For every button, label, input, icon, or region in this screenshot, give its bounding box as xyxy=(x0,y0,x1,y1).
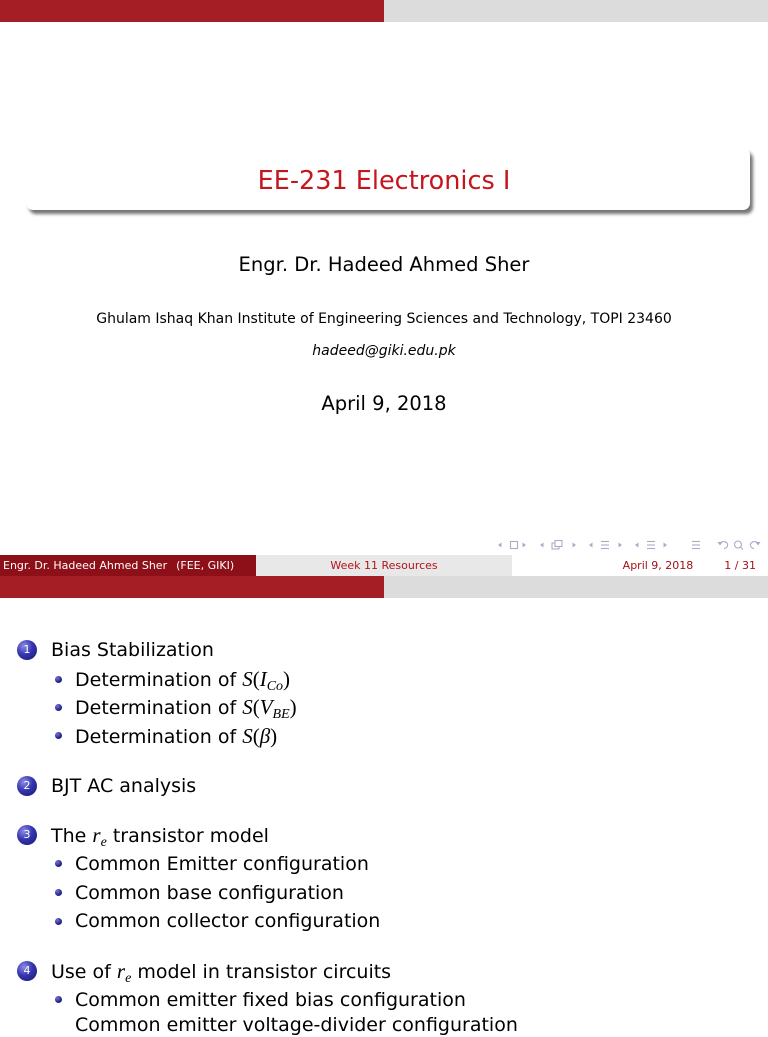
outline-slide xyxy=(0,576,768,1036)
math-function: S xyxy=(242,695,253,719)
arrow-right-icon[interactable] xyxy=(523,543,527,548)
math-variable: V xyxy=(259,695,273,719)
arrow-left-icon[interactable] xyxy=(540,543,544,548)
math-paren: ( xyxy=(252,667,260,691)
outline-number-ball: 2 xyxy=(17,776,37,796)
outline-subitem-s-beta[interactable] xyxy=(75,724,277,749)
document-icon[interactable] xyxy=(692,542,700,549)
frame-icon[interactable] xyxy=(511,542,518,549)
math-paren: ( xyxy=(252,724,260,748)
footer-author: Engr. Dr. Hadeed Ahmed Sher xyxy=(3,559,168,572)
back-icon[interactable] xyxy=(718,542,728,549)
bullet-icon xyxy=(55,676,62,683)
outline-item-re-model-circuits[interactable] xyxy=(51,959,391,987)
outline-item-re-transistor-model[interactable] xyxy=(51,823,269,851)
presentation-date: April 9, 2018 xyxy=(321,392,447,415)
arrow-left-icon[interactable] xyxy=(589,543,593,548)
footer-affiliation: (FEE, GIKI) xyxy=(176,559,235,572)
outline-item-bjt-ac-analysis[interactable]: BJT AC analysis xyxy=(51,775,197,797)
math-subscript: e xyxy=(125,971,132,986)
outline-subitem-common-emitter[interactable]: Common Emitter configuration xyxy=(75,853,369,875)
navigation-symbols xyxy=(495,537,763,553)
math-paren: ) xyxy=(289,695,297,719)
subitem-text: Determination of xyxy=(75,669,243,691)
math-function: S xyxy=(242,724,253,748)
arrow-right-icon[interactable] xyxy=(573,543,577,548)
math-paren: ) xyxy=(283,667,291,691)
subitem-text: Determination of xyxy=(75,697,243,719)
bullet-icon xyxy=(55,860,62,867)
outline-number-ball: 4 xyxy=(17,961,37,981)
outline-item-bias-stabilization[interactable]: Bias Stabilization xyxy=(51,639,214,661)
outline-subitem-common-collector[interactable]: Common collector configuration xyxy=(75,910,381,932)
outline-number-ball: 3 xyxy=(17,825,37,845)
footer-date-section xyxy=(512,555,768,576)
subitem-text: Determination of xyxy=(75,726,243,748)
footer-title: Week 11 Resources xyxy=(330,559,438,572)
outline-subitem-s-vbe[interactable] xyxy=(75,695,297,723)
bullet-icon xyxy=(55,996,62,1003)
math-function: S xyxy=(242,667,253,691)
math-variable: r xyxy=(92,823,101,847)
header-bar-gray xyxy=(384,576,768,598)
bullet-icon xyxy=(55,889,62,896)
forward-icon[interactable] xyxy=(750,542,760,549)
footer-date: April 9, 2018 xyxy=(622,559,694,572)
math-variable: β xyxy=(259,724,271,748)
header-bar-red xyxy=(0,0,384,22)
item-text: Use of xyxy=(51,961,117,983)
outline-subitem-common-base[interactable]: Common base configuration xyxy=(75,882,344,904)
header-bar-red xyxy=(0,576,384,598)
outline-subitem-fixed-bias[interactable]: Common emitter fixed bias configuration xyxy=(75,989,466,1011)
section-icon[interactable] xyxy=(601,542,609,549)
math-subscript: e xyxy=(100,835,107,850)
math-subscript: Co xyxy=(266,679,284,694)
item-text: The xyxy=(51,825,93,847)
footer-author-section xyxy=(0,555,256,576)
outline-subitem-s-ico[interactable] xyxy=(75,667,290,695)
outline-number-ball: 1 xyxy=(17,640,37,660)
search-icon[interactable] xyxy=(735,541,744,550)
math-subscript: BE xyxy=(272,707,290,722)
math-paren: ( xyxy=(252,695,260,719)
outline-subitem-voltage-divider[interactable]: Common emitter voltage-divider configuration xyxy=(75,1014,518,1036)
author-email: hadeed@giki.edu.pk xyxy=(312,343,456,359)
header-bar-gray xyxy=(384,0,768,22)
arrow-right-icon[interactable] xyxy=(619,543,623,548)
arrow-left-icon[interactable] xyxy=(498,543,502,548)
item-text: model in transistor circuits xyxy=(131,961,392,983)
bullet-icon xyxy=(55,704,62,711)
math-variable: r xyxy=(116,959,126,983)
item-text: transistor model xyxy=(106,825,269,847)
bullet-icon xyxy=(55,732,62,739)
arrow-left-icon[interactable] xyxy=(635,543,639,548)
math-paren: ) xyxy=(270,724,278,748)
presentation-title: EE-231 Electronics I xyxy=(257,166,511,196)
author-name: Engr. Dr. Hadeed Ahmed Sher xyxy=(238,253,530,276)
footer-title-section xyxy=(256,555,512,576)
footer-page-number: 1 / 31 xyxy=(724,559,756,572)
arrow-right-icon[interactable] xyxy=(664,543,668,548)
subsection-icon[interactable] xyxy=(552,541,562,550)
subsection-list-icon[interactable] xyxy=(647,542,655,549)
bullet-icon xyxy=(55,918,62,925)
math-variable: I xyxy=(259,667,267,691)
institute-name: Ghulam Ishaq Khan Institute of Engineering Sciences and Technology, TOPI 23460 xyxy=(96,311,672,327)
